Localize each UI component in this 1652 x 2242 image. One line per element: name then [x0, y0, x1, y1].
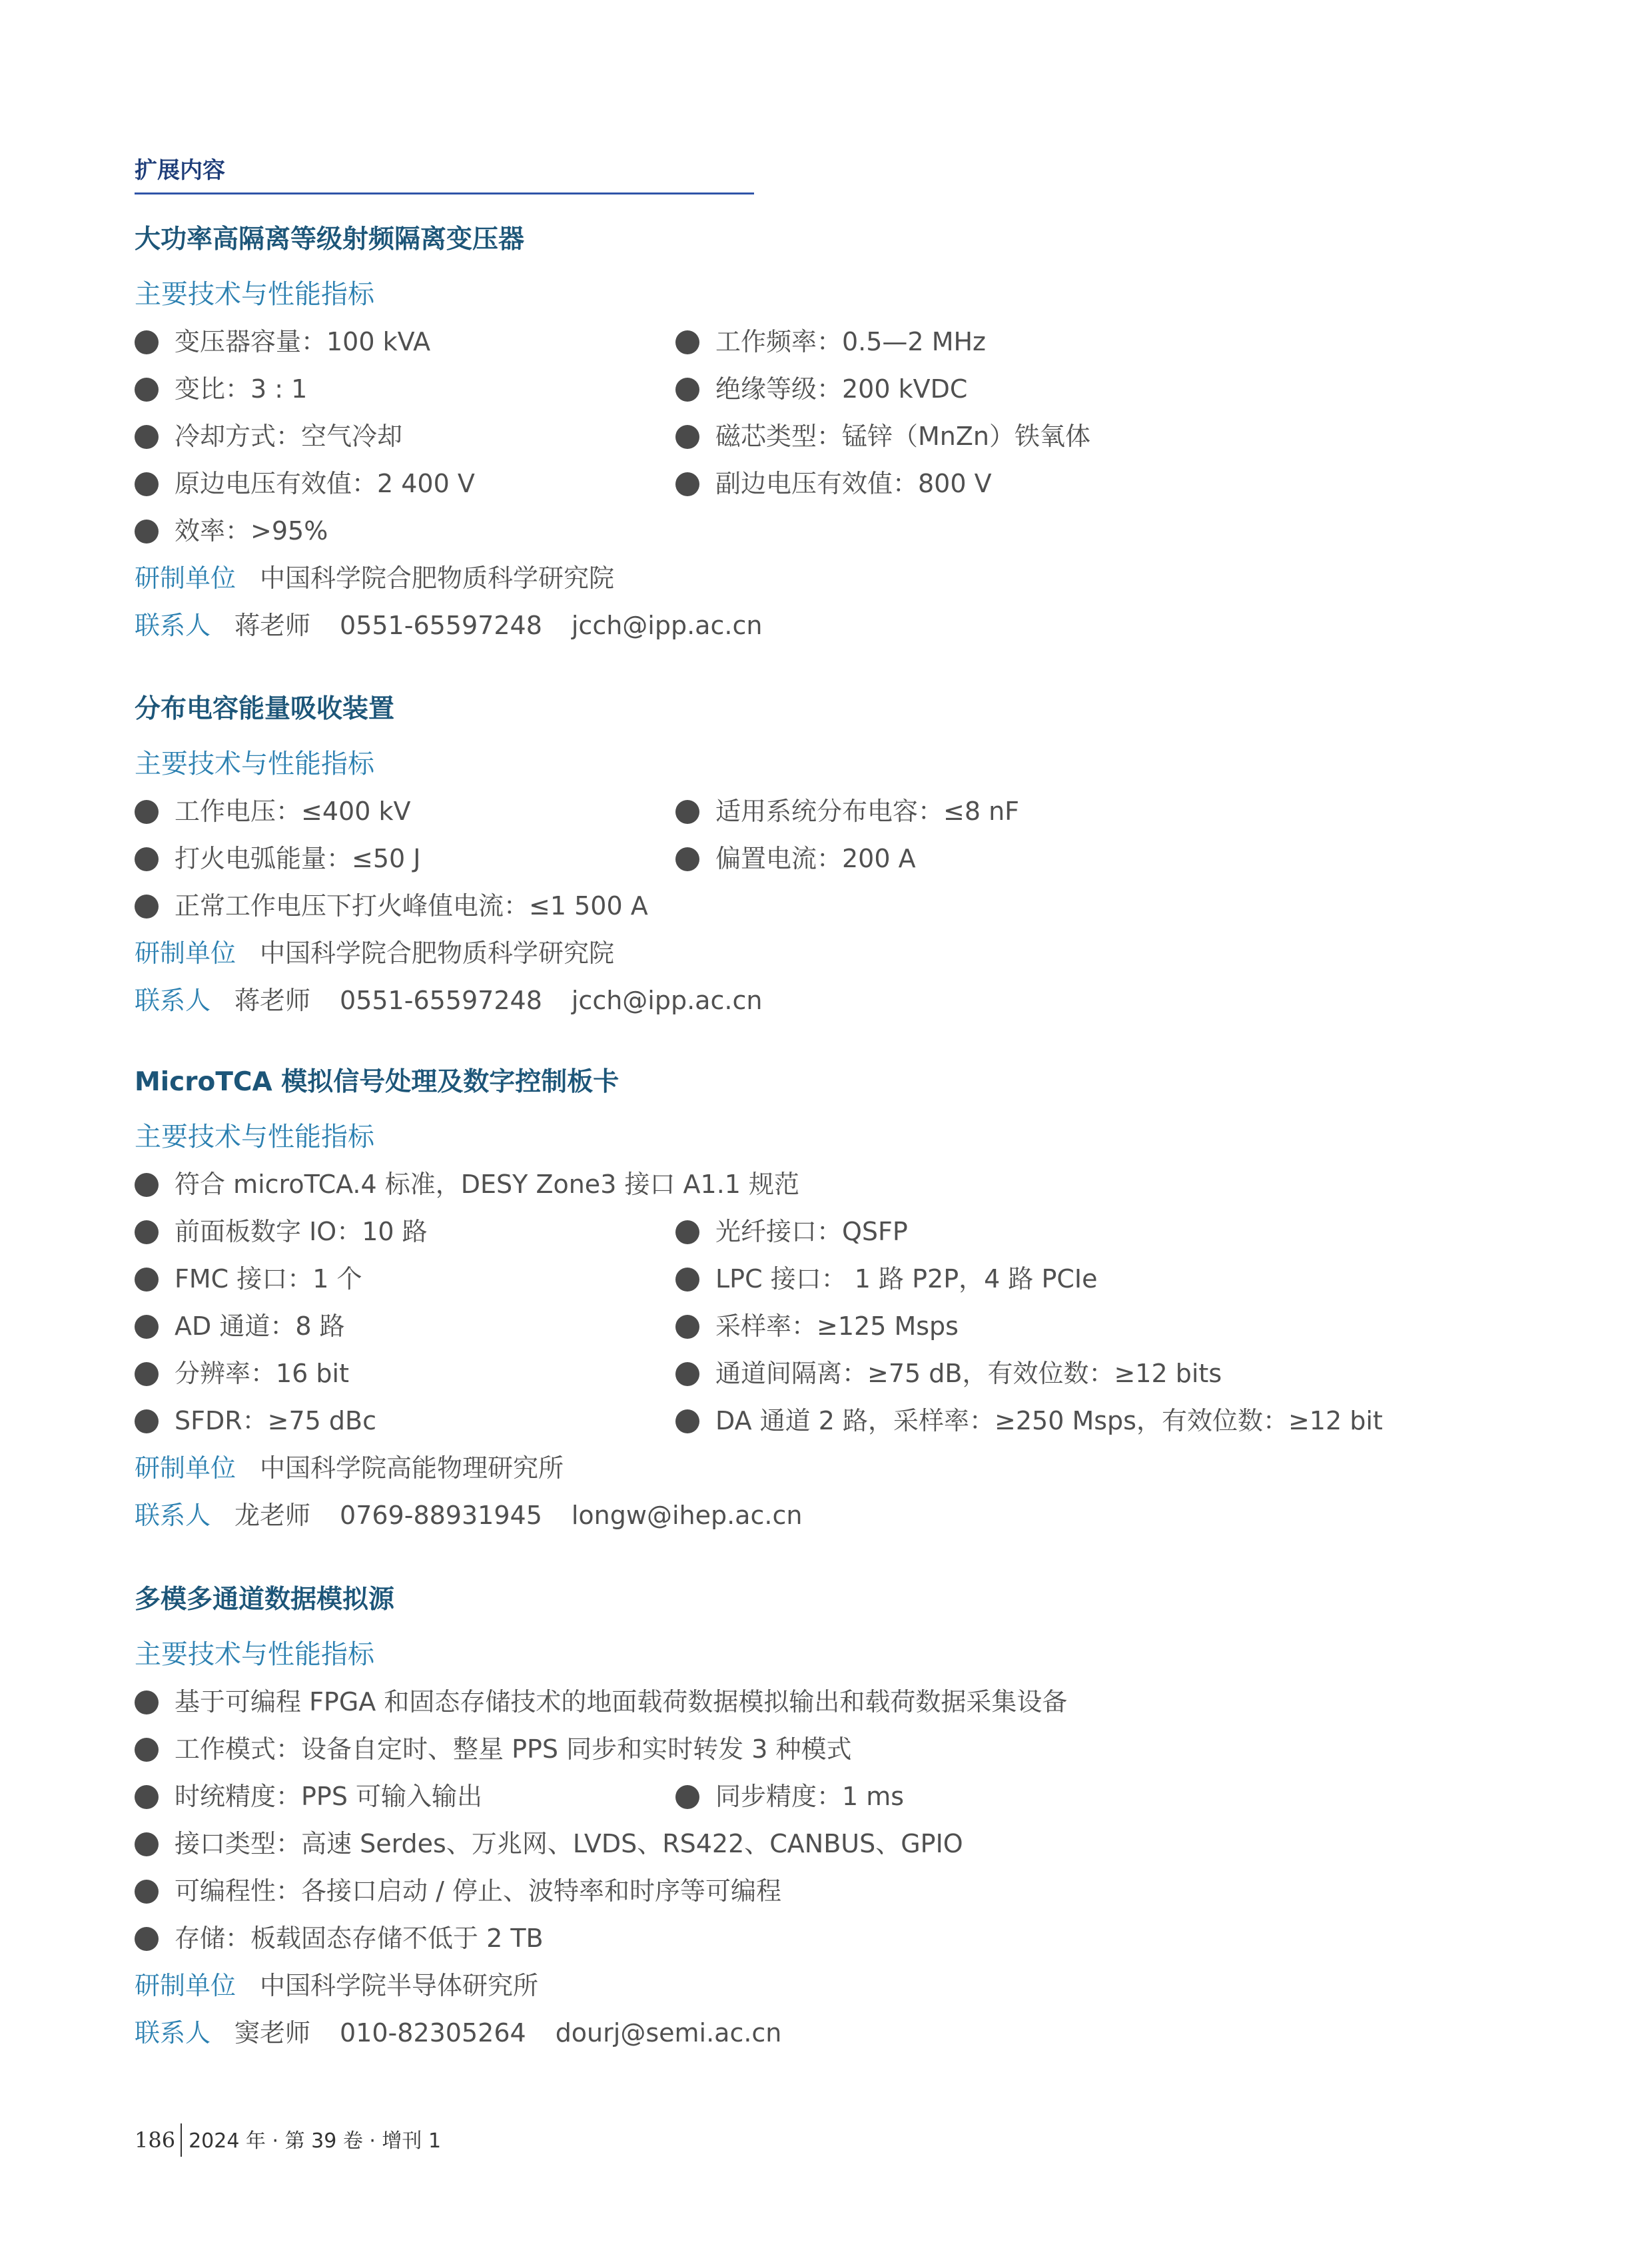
- spec-text: 光纤接口：QSFP: [715, 1217, 908, 1246]
- spec-item: [135, 883, 648, 930]
- spec-text: 工作模式：设备自定时、整星 PPS 同步和实时转发 3 种模式: [175, 1734, 852, 1764]
- spec-text: 正常工作电压下打火峰值电流：≤1 500 A: [175, 891, 648, 921]
- bullet-icon: [135, 425, 159, 449]
- contact-label: 联系人: [135, 611, 211, 640]
- spec-item: [135, 1303, 345, 1350]
- spec-item: [675, 1773, 904, 1820]
- spec-item: [135, 318, 430, 366]
- header-label: 扩展内容: [135, 157, 225, 184]
- bullet-icon: [135, 800, 159, 824]
- bullet-icon: [675, 847, 699, 871]
- bullet-icon: [135, 1738, 159, 1762]
- page-header: [135, 152, 754, 194]
- spec-text: 基于可编程 FPGA 和固态存储技术的地面载荷数据模拟输出和载荷数据采集设备: [175, 1687, 1068, 1716]
- spec-row: [135, 508, 1533, 555]
- spec-row: [135, 1350, 1533, 1397]
- spec-item: [675, 1350, 1222, 1397]
- contact-label: 联系人: [135, 2018, 211, 2048]
- spec-text: AD 通道：8 路: [175, 1311, 345, 1341]
- bullet-icon: [675, 1315, 699, 1339]
- spec-text: DA 通道 2 路，采样率：≥250 Msps，有效位数：≥12 bit: [715, 1406, 1383, 1435]
- contact-row: [135, 2010, 1533, 2057]
- page-number: 186: [135, 2127, 176, 2153]
- spec-row: [135, 1256, 1533, 1303]
- spec-item: [135, 1868, 781, 1915]
- bullet-icon: [675, 1785, 699, 1809]
- spec-heading: 主要技术与性能指标: [135, 1122, 374, 1152]
- spec-item: [135, 835, 420, 883]
- spec-text: 绝缘等级：200 kVDC: [715, 374, 968, 404]
- bullet-icon: [135, 472, 159, 496]
- spec-heading: 主要技术与性能指标: [135, 749, 374, 779]
- spec-text: 效率：>95%: [175, 516, 328, 546]
- developer-name: 中国科学院合肥物质科学研究院: [260, 938, 615, 968]
- contact-row: [135, 1492, 1533, 1539]
- spec-item: [675, 1303, 959, 1350]
- section-title: 分布电容能量吸收装置: [135, 694, 395, 724]
- developer-row: [135, 930, 1533, 977]
- spec-item: [135, 1773, 482, 1820]
- spec-item: [135, 788, 410, 835]
- bullet-icon: [135, 847, 159, 871]
- bullet-icon: [675, 1220, 699, 1244]
- spec-text: 打火电弧能量：≤50 J: [175, 844, 421, 873]
- spec-text: 接口类型：高速 Serdes、万兆网、LVDS、RS422、CANBUS、GPIO: [175, 1829, 963, 1858]
- bullet-icon: [135, 1315, 159, 1339]
- spec-row: [135, 1679, 1533, 1726]
- issue-info: 2024 年 · 第 39 卷 · 增刊 1: [189, 2129, 442, 2153]
- spec-text: 原边电压有效值：2 400 V: [175, 469, 475, 498]
- spec-item: [135, 460, 475, 508]
- spec-item: [135, 366, 307, 413]
- spec-item: [135, 1820, 963, 1868]
- spec-row: [135, 1915, 1533, 1962]
- spec-item: [675, 835, 916, 883]
- spec-item: [135, 1397, 376, 1445]
- spec-item: [135, 413, 402, 460]
- spec-item: [135, 1350, 349, 1397]
- developer-row: [135, 1445, 1533, 1492]
- contact-email[interactable]: jcch@ipp.ac.cn: [571, 611, 763, 640]
- contact-name: 龙老师: [234, 1501, 311, 1530]
- contact-phone: 0769-88931945: [340, 1501, 542, 1530]
- spec-item: [135, 1726, 851, 1773]
- page-footer: [135, 2123, 441, 2157]
- bullet-icon: [135, 1690, 159, 1714]
- developer-row: [135, 555, 1533, 602]
- spec-row: [135, 1397, 1533, 1445]
- spec-row: [135, 1726, 1533, 1773]
- bullet-icon: [675, 378, 699, 402]
- contact-phone: 0551-65597248: [340, 986, 542, 1015]
- contact-name: 窦老师: [234, 2018, 311, 2048]
- spec-item: [675, 1256, 1098, 1303]
- developer-label: 研制单位: [135, 938, 236, 968]
- developer-name: 中国科学院高能物理研究所: [260, 1453, 564, 1483]
- spec-text: 可编程性：各接口启动 / 停止、波特率和时序等可编程: [175, 1876, 781, 1906]
- developer-row: [135, 1962, 1533, 2010]
- bullet-icon: [135, 520, 159, 544]
- spec-row: [135, 318, 1533, 366]
- spec-text: 工作电压：≤400 kV: [175, 797, 411, 826]
- bullet-icon: [135, 1220, 159, 1244]
- section-title: 大功率高隔离等级射频隔离变压器: [135, 224, 525, 254]
- bullet-icon: [135, 1268, 159, 1292]
- spec-text: FMC 接口：1 个: [175, 1264, 362, 1294]
- bullet-icon: [135, 1880, 159, 1904]
- section-title: 多模多通道数据模拟源: [135, 1585, 395, 1615]
- spec-row: [135, 788, 1533, 835]
- spec-text: 符合 microTCA.4 标准，DESY Zone3 接口 A1.1 规范: [175, 1170, 800, 1199]
- spec-heading: 主要技术与性能指标: [135, 1639, 374, 1670]
- spec-item: [675, 1397, 1383, 1445]
- bullet-icon: [675, 1362, 699, 1386]
- bullet-icon: [135, 330, 159, 354]
- bullet-icon: [675, 472, 699, 496]
- spec-row: [135, 835, 1533, 883]
- spec-text: LPC 接口： 1 路 P2P，4 路 PCIe: [715, 1264, 1098, 1294]
- contact-phone: 0551-65597248: [340, 611, 542, 640]
- developer-label: 研制单位: [135, 563, 236, 593]
- spec-text: 前面板数字 IO：10 路: [175, 1217, 428, 1246]
- product-section: [135, 689, 1533, 1024]
- spec-row: [135, 1868, 1533, 1915]
- spec-row: [135, 1303, 1533, 1350]
- product-section: [135, 220, 1533, 649]
- bullet-icon: [675, 1409, 699, 1433]
- spec-text: 时统精度：PPS 可输入输出: [175, 1782, 483, 1811]
- spec-item: [675, 413, 1090, 460]
- contact-email[interactable]: longw@ihep.ac.cn: [571, 1501, 803, 1530]
- spec-text: 变比：3 : 1: [175, 374, 308, 404]
- bullet-icon: [135, 1785, 159, 1809]
- bullet-icon: [135, 1832, 159, 1856]
- bullet-icon: [135, 378, 159, 402]
- spec-row: [135, 1208, 1533, 1256]
- spec-row: [135, 1161, 1533, 1208]
- contact-phone: 010-82305264: [340, 2018, 526, 2048]
- spec-item: [135, 1256, 362, 1303]
- contact-name: 蒋老师: [234, 611, 311, 640]
- spec-text: 冷却方式：空气冷却: [175, 422, 403, 451]
- product-section: [135, 1580, 1533, 2057]
- contact-email[interactable]: jcch@ipp.ac.cn: [571, 986, 763, 1015]
- spec-item: [675, 788, 1019, 835]
- spec-text: 适用系统分布电容：≤8 nF: [715, 797, 1020, 826]
- product-section: [135, 1062, 1533, 1539]
- section-title: MicroTCA 模拟信号处理及数字控制板卡: [135, 1067, 620, 1097]
- spec-item: [135, 508, 328, 555]
- spec-text: 同步精度：1 ms: [715, 1782, 905, 1811]
- bullet-icon: [135, 895, 159, 919]
- contact-row: [135, 602, 1533, 649]
- bullet-icon: [135, 1927, 159, 1951]
- spec-item: [135, 1208, 428, 1256]
- developer-label: 研制单位: [135, 1453, 236, 1483]
- spec-item: [135, 1915, 544, 1962]
- spec-row: [135, 883, 1533, 930]
- bullet-icon: [675, 330, 699, 354]
- spec-row: [135, 366, 1533, 413]
- contact-label: 联系人: [135, 986, 211, 1015]
- contact-label: 联系人: [135, 1501, 211, 1530]
- spec-text: 采样率：≥125 Msps: [715, 1311, 959, 1341]
- spec-text: SFDR：≥75 dBc: [175, 1406, 376, 1435]
- spec-item: [675, 460, 992, 508]
- developer-label: 研制单位: [135, 1971, 236, 2000]
- contact-email[interactable]: dourj@semi.ac.cn: [555, 2018, 782, 2048]
- spec-item: [675, 1208, 908, 1256]
- spec-item: [135, 1161, 799, 1208]
- spec-heading: 主要技术与性能指标: [135, 279, 374, 310]
- spec-row: [135, 413, 1533, 460]
- bullet-icon: [135, 1173, 159, 1197]
- bullet-icon: [135, 1409, 159, 1433]
- spec-text: 工作频率：0.5—2 MHz: [715, 327, 986, 356]
- spec-text: 存储：板载固态存储不低于 2 TB: [175, 1924, 544, 1953]
- spec-text: 磁芯类型：锰锌（MnZn）铁氧体: [715, 422, 1090, 451]
- spec-text: 偏置电流：200 A: [715, 844, 916, 873]
- spec-item: [135, 1679, 1067, 1726]
- spec-item: [675, 318, 986, 366]
- spec-text: 分辨率：16 bit: [175, 1359, 350, 1388]
- bullet-icon: [675, 1268, 699, 1292]
- spec-row: [135, 1820, 1533, 1868]
- footer-divider: [181, 2123, 182, 2157]
- spec-row: [135, 1773, 1533, 1820]
- spec-row: [135, 460, 1533, 508]
- contact-name: 蒋老师: [234, 986, 311, 1015]
- contact-row: [135, 977, 1533, 1024]
- bullet-icon: [675, 800, 699, 824]
- spec-text: 变压器容量：100 kVA: [175, 327, 431, 356]
- spec-text: 副边电压有效值：800 V: [715, 469, 992, 498]
- developer-name: 中国科学院合肥物质科学研究院: [260, 563, 615, 593]
- bullet-icon: [675, 425, 699, 449]
- spec-text: 通道间隔离：≥75 dB，有效位数：≥12 bits: [715, 1359, 1222, 1388]
- developer-name: 中国科学院半导体研究所: [260, 1971, 539, 2000]
- spec-item: [675, 366, 967, 413]
- bullet-icon: [135, 1362, 159, 1386]
